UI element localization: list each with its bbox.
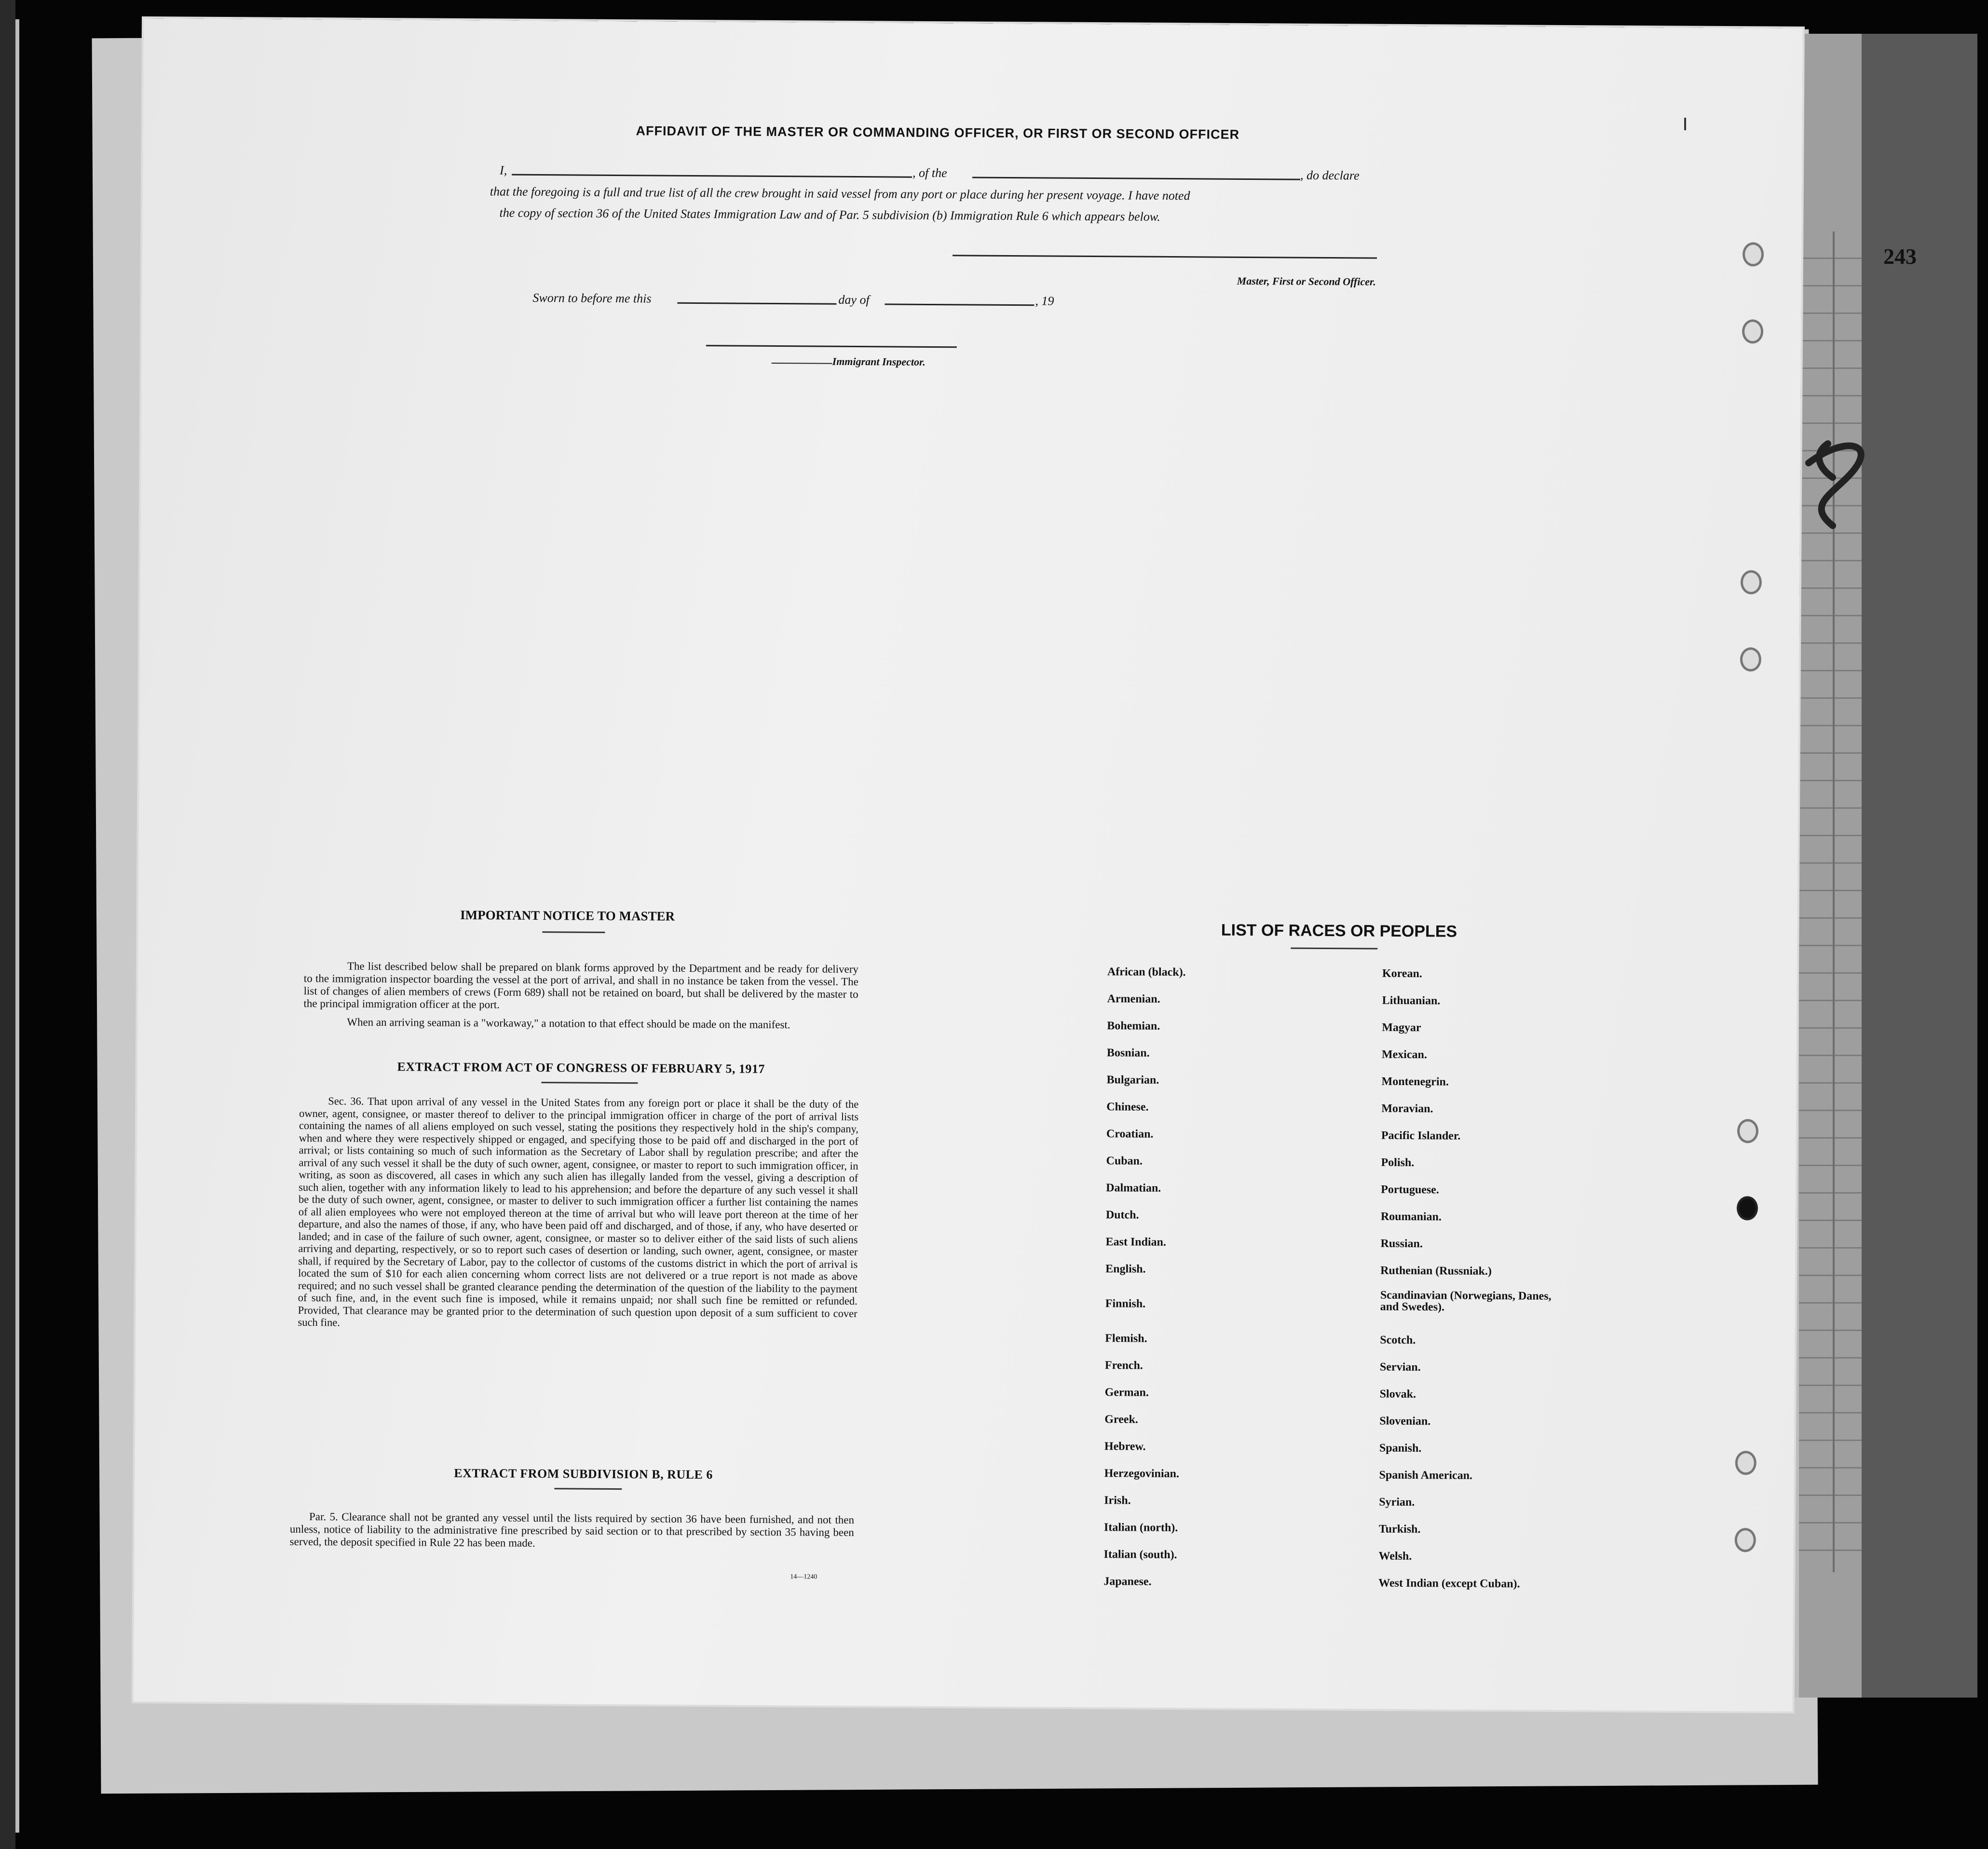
manifest-page bbox=[134, 18, 1803, 1712]
binder-hole bbox=[1735, 1528, 1756, 1552]
act-extract-text: Sec. 36. That upon arrival of any vessel in the United States from any foreign port or place it shall be the duty of the owner, agent, consignee, or master thereof to deliver to the principal immigration officer in charge of the port of arrival lists containing the names of all aliens employed on such vessel, stating the positions they respectively hold in the ship's company, when and where they were respectively shipped or engaged, and specifying those to be paid off and discharged in the port of arrival; or lists containing so much of such information as the Secretary of Labor shall by regulation prescribe; and after the arrival of any such vessel it shall be the duty of such owner, agent, consignee, or master to report to such immigration officer, in writing, as soon as discovered, all cases in which any such alien has illegally landed from the vessel, giving a description of such alien, together with any information likely to lead to his apprehension; and before the departure of any such vessel it shall be the duty of such owner, agent, consignee, or master to deliver to such immigration officer a further list containing the names of all alien employees who were not employed thereon at the time of arrival but who will leave port thereon at the time of her departure, and also the names of those, if any, who have been paid off and discharged, and of those, if any, who have deserted or landed; and in case of the failure of such owner, agent, consignee, or master so to deliver either of the said lists of such aliens arriving and departing, respectively, or so to report such cases of desertion or landing, such owner, agent, consignee, or master shall, if required by the Secretary of Labor, pay to the collector of customs of the customs district in which the port of arrival is located the sum of $10 for each alien concerning whom correct lists are not delivered or a true report is not made as above required; and no such vessel shall be granted clearance pending the determination of the question of the liability to the payment of such fine, and, in the event such fine is imposed, while it remains unpaid; nor shall such fine be remitted or refunded. Provided, That clearance may be granted prior to the determination of such question upon deposit of a sum sufficient to cover such fine. bbox=[298, 1095, 859, 1329]
race-right: Polish. bbox=[1381, 1156, 1415, 1169]
affidavit-line-1: that the foregoing is a full and true list of all the crew brought in said vessel from any port or place during her present voyage. I have noted bbox=[490, 184, 1190, 203]
race-right: Korean. bbox=[1382, 967, 1422, 980]
binder-hole bbox=[1742, 319, 1763, 343]
race-right: Servian. bbox=[1379, 1360, 1421, 1374]
binder-hole bbox=[1737, 1119, 1758, 1143]
notice-rule bbox=[542, 931, 605, 933]
tick-mark bbox=[1684, 118, 1686, 130]
race-left: East Indian. bbox=[1105, 1236, 1167, 1249]
notice-title: IMPORTANT NOTICE TO MASTER bbox=[460, 908, 675, 924]
binding-edge bbox=[0, 0, 15, 1849]
race-left: Chinese. bbox=[1106, 1101, 1149, 1114]
race-right: Pacific Islander. bbox=[1381, 1129, 1461, 1142]
year-label: , 19 bbox=[1035, 294, 1054, 308]
binder-hole bbox=[1741, 570, 1762, 594]
race-right: Slovenian. bbox=[1379, 1414, 1431, 1428]
race-left: Hebrew. bbox=[1104, 1440, 1146, 1453]
form-number: 14—1240 bbox=[790, 1573, 817, 1581]
sworn-day-line bbox=[677, 302, 836, 305]
inspector-signature-line bbox=[706, 345, 957, 348]
affidavit-of-the-label: , of the bbox=[912, 165, 947, 180]
races-title: LIST OF RACES OR PEOPLES bbox=[1221, 921, 1457, 941]
race-left: German. bbox=[1104, 1386, 1149, 1399]
race-right: Scotch. bbox=[1380, 1333, 1416, 1347]
affidavit-line-2: the copy of section 36 of the United States Immigration Law and of Par. 5 subdivision (b) Immigration Rule 6 which appears below. bbox=[499, 205, 1160, 224]
binding-edge-light bbox=[15, 19, 19, 1833]
race-left: Irish. bbox=[1104, 1494, 1131, 1507]
sworn-label: Sworn to before me this bbox=[532, 290, 652, 306]
rule-extract-rule bbox=[554, 1488, 622, 1490]
race-left: Cuban. bbox=[1106, 1155, 1143, 1168]
affidavit-title: AFFIDAVIT OF THE MASTER OR COMMANDING OFFICER, OR FIRST OR SECOND OFFICER bbox=[636, 123, 1240, 142]
race-left: African (black). bbox=[1107, 965, 1186, 979]
race-right: Mexican. bbox=[1381, 1048, 1427, 1061]
inspector-short-line bbox=[772, 363, 832, 364]
race-right: Turkish. bbox=[1378, 1523, 1421, 1536]
race-right: Montenegrin. bbox=[1381, 1075, 1449, 1088]
race-right: Roumanian. bbox=[1380, 1210, 1442, 1224]
binder-hole bbox=[1740, 647, 1761, 671]
race-right: Scandinavian (Norwegians, Danes, and Swedes). bbox=[1380, 1289, 1552, 1314]
day-of-label: day of bbox=[838, 292, 870, 307]
pencil-mark bbox=[1789, 424, 1886, 540]
race-right: Portuguese. bbox=[1381, 1183, 1439, 1196]
race-right: Ruthenian (Russniak.) bbox=[1380, 1264, 1492, 1278]
race-left: Japanese. bbox=[1103, 1575, 1152, 1588]
race-right: Spanish. bbox=[1379, 1441, 1422, 1455]
act-extract-title: EXTRACT FROM ACT OF CONGRESS OF FEBRUARY 5, 1917 bbox=[397, 1060, 765, 1076]
sworn-month-line bbox=[885, 303, 1034, 306]
notice-paragraph-1: The list described below shall be prepared on blank forms approved by the Department and be ready for delivery to the immigration inspector boarding the vessel at the port of arrival, and shall in no instance be taken from the vessel. The list of changes of alien members of crews (Form 689) shall not be retained on board, but shall be delivered by the master to the principal immigration officer at the port. bbox=[303, 960, 859, 1011]
race-left: Bohemian. bbox=[1107, 1020, 1160, 1033]
race-left: Dalmatian. bbox=[1106, 1182, 1161, 1195]
race-right: West Indian (except Cuban). bbox=[1378, 1577, 1520, 1591]
race-left: English. bbox=[1105, 1263, 1146, 1276]
inspector-label: Immigrant Inspector. bbox=[832, 355, 926, 368]
race-left: Italian (north). bbox=[1103, 1521, 1178, 1535]
back-sheet-dark-edge bbox=[1862, 34, 1977, 1698]
affidavit-do-declare-label: , do declare bbox=[1300, 168, 1360, 183]
race-left: Italian (south). bbox=[1103, 1548, 1177, 1562]
master-name-line bbox=[512, 174, 912, 178]
binder-hole bbox=[1743, 242, 1764, 266]
race-left: Greek. bbox=[1104, 1413, 1138, 1426]
race-right: Syrian. bbox=[1379, 1496, 1415, 1509]
race-left: Bulgarian. bbox=[1106, 1074, 1159, 1087]
race-left: Flemish. bbox=[1105, 1332, 1147, 1345]
race-left: Armenian. bbox=[1107, 992, 1160, 1006]
race-right: Slovak. bbox=[1379, 1387, 1416, 1401]
binder-hole bbox=[1735, 1451, 1757, 1475]
race-left: Croatian. bbox=[1106, 1128, 1154, 1141]
vessel-name-line bbox=[972, 177, 1300, 180]
binder-hole bbox=[1737, 1196, 1758, 1220]
rule-extract-title: EXTRACT FROM SUBDIVISION B, RULE 6 bbox=[454, 1466, 713, 1482]
master-signature-line bbox=[953, 255, 1377, 258]
affidavit-i-label: I, bbox=[500, 163, 507, 177]
race-right: Moravian. bbox=[1381, 1102, 1433, 1115]
page-number: 243 bbox=[1883, 244, 1917, 269]
race-left: Herzegovinian. bbox=[1104, 1467, 1179, 1481]
race-right: Spanish American. bbox=[1379, 1468, 1473, 1482]
race-left: Finnish. bbox=[1105, 1297, 1146, 1310]
race-left: Dutch. bbox=[1105, 1209, 1139, 1222]
race-left: Bosnian. bbox=[1106, 1047, 1150, 1060]
race-right: Welsh. bbox=[1378, 1550, 1412, 1563]
race-right: Magyar bbox=[1382, 1021, 1421, 1034]
rule-extract-text: Par. 5. Clearance shall not be granted any vessel until the lists required by section 36 have been furnished, and not then unless, notice of liability to the administrative fine prescribed by said section or to that prescribed by section 35 having been served, the deposit specified in Rule 22 has been made. bbox=[289, 1510, 855, 1550]
notice-paragraph-2: When an arriving seaman is a "workaway," a notation to that effect should be made on the manifest. bbox=[347, 1016, 790, 1031]
race-right: Russian. bbox=[1380, 1237, 1423, 1251]
act-extract-rule bbox=[542, 1082, 638, 1084]
master-signature-label: Master, First or Second Officer. bbox=[1237, 274, 1376, 288]
race-right: Lithuanian. bbox=[1382, 994, 1441, 1007]
races-rule bbox=[1291, 948, 1377, 950]
race-left: French. bbox=[1104, 1359, 1143, 1372]
